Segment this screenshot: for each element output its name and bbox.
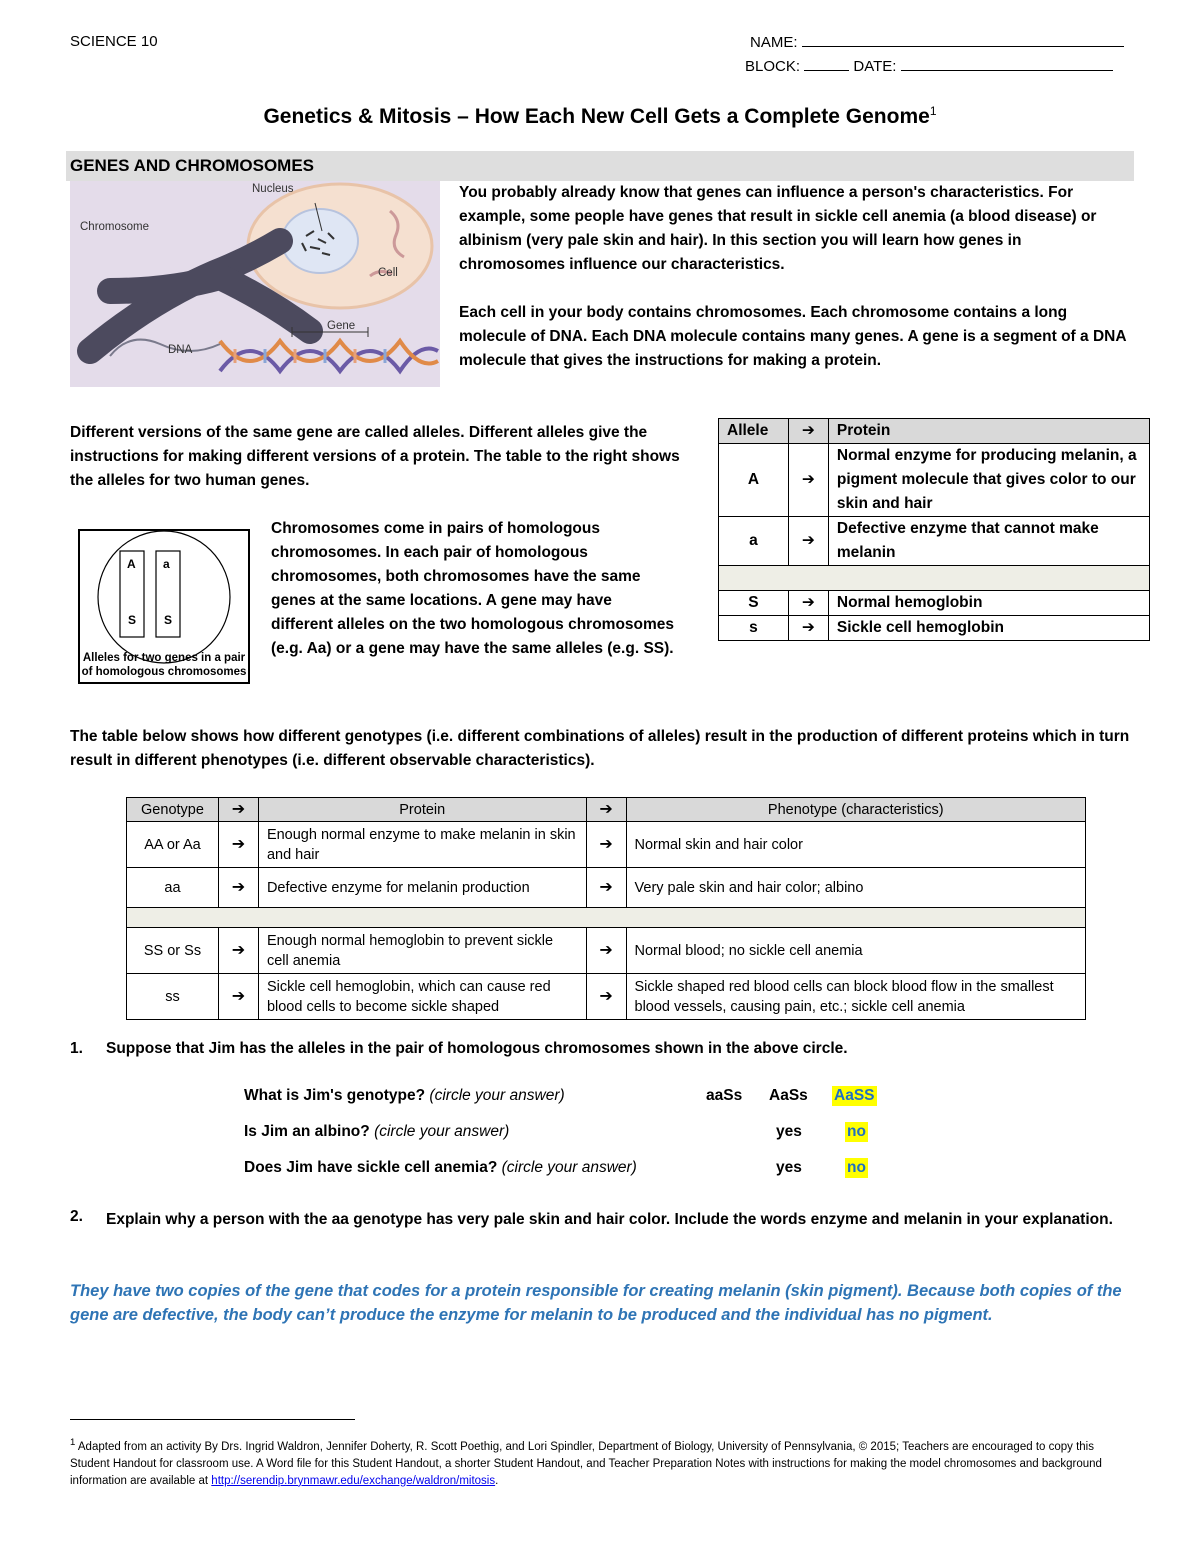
genotype-cell: SS or Ss [127, 928, 219, 974]
chromosome-illustration [70, 181, 440, 387]
genotype-cell: aa [127, 868, 219, 908]
protein-cell: Enough normal hemoglobin to prevent sickle cell anemia [258, 928, 586, 974]
circle-caption: Alleles for two genes in a pair of homologous chromosomes [81, 652, 247, 678]
table-row [719, 517, 1150, 566]
allele-cell: s [719, 616, 789, 641]
header-arrow: ➔ [788, 419, 828, 444]
allele-cell: A [719, 444, 789, 517]
date-blank[interactable] [901, 57, 1113, 71]
option-yes[interactable]: yes [776, 1159, 802, 1176]
protein-cell: Normal hemoglobin [828, 591, 1149, 616]
title-footnote-mark: 1 [929, 104, 937, 118]
allele-table-header [719, 419, 1150, 444]
phenotype-cell: Normal blood; no sickle cell anemia [626, 928, 1085, 974]
page-title [0, 104, 1200, 129]
q1-prompt-anemia: Does Jim have sickle cell anemia? [244, 1159, 498, 1176]
table-row [719, 444, 1150, 517]
header-protein: Protein [258, 798, 586, 822]
allele-cell: S [719, 591, 789, 616]
arrow-cell: ➔ [586, 928, 626, 974]
option-AaSs[interactable]: AaSs [769, 1087, 808, 1104]
allele-right-bottom: S [164, 613, 173, 627]
intro-paragraph-2: Each cell in your body contains chromosomes. Each chromosome contains a long molecule of DNA. Each DNA molecule contains many genes. A gene is a segment of a DNA molecule that gives the instructions for making a protein. [459, 304, 1126, 369]
chromosome-label: Chromosome [80, 221, 150, 233]
footnote-end: . [495, 1474, 499, 1487]
table-row [127, 868, 1086, 908]
option-no-selected[interactable]: no [847, 1123, 866, 1140]
protein-cell: Normal enzyme for producing melanin, a pigment molecule that gives color to our skin and hair [828, 444, 1149, 517]
footnote [70, 1434, 1135, 1490]
arrow-cell: ➔ [586, 868, 626, 908]
q1-prompt-albino: Is Jim an albino? [244, 1123, 370, 1140]
homologous-paragraph: Chromosomes come in pairs of homologous chromosomes. In each pair of homologous chromosomes, both chromosomes have the same genes at the same locations. A gene may have different alleles on the two homologous chromosomes (e.g. Aa) or a gene may have the same alleles (e.g. SS). [271, 520, 675, 657]
header-arrow-1: ➔ [218, 798, 258, 822]
header-genotype: Genotype [127, 798, 219, 822]
q1-albino-row [244, 1123, 894, 1147]
allele-table [718, 418, 1150, 641]
q1-hint-albino: (circle your answer) [374, 1123, 510, 1140]
arrow-cell: ➔ [788, 517, 828, 566]
block-date-field[interactable] [745, 57, 1135, 75]
question-2-number: 2. [70, 1208, 83, 1225]
table-separator [127, 908, 1086, 928]
phenotype-cell: Sickle shaped red blood cells can block blood flow in the smallest blood vessels, causing pain, etc.; sickle cell anemia [626, 974, 1085, 1020]
arrow-cell: ➔ [218, 868, 258, 908]
header-arrow-2: ➔ [586, 798, 626, 822]
q1-genotype-row [244, 1087, 894, 1111]
genotype-cell: AA or Aa [127, 822, 219, 868]
arrow-cell: ➔ [218, 928, 258, 974]
section-heading: GENES AND CHROMOSOMES [66, 151, 1134, 181]
genotype-table-header [127, 798, 1086, 822]
arrow-cell: ➔ [586, 974, 626, 1020]
title-text: Genetics & Mitosis – How Each New Cell Gets a Complete Genome [263, 105, 930, 128]
header-phenotype: Phenotype (characteristics) [626, 798, 1085, 822]
arrow-cell: ➔ [218, 974, 258, 1020]
genotype-intro-paragraph: The table below shows how different genotypes (i.e. different combinations of alleles) result in the production of different proteins which in turn result in different phenotypes (i.e. different observable characteristics). [70, 728, 1130, 769]
question-1-text: Suppose that Jim has the alleles in the pair of homologous chromosomes shown in the above circle. [106, 1040, 848, 1057]
option-AaSS-selected[interactable]: AaSS [834, 1087, 875, 1104]
block-blank[interactable] [804, 57, 849, 71]
q1-hint-anemia: (circle your answer) [501, 1159, 637, 1176]
genotype-cell: ss [127, 974, 219, 1020]
option-no-selected[interactable]: no [847, 1159, 866, 1176]
phenotype-cell: Very pale skin and hair color; albino [626, 868, 1085, 908]
table-row [127, 974, 1086, 1020]
q1-hint-genotype: (circle your answer) [429, 1087, 565, 1104]
table-row [127, 822, 1086, 868]
question-2-text: Explain why a person with the aa genotype has very pale skin and hair color. Include the words enzyme and melanin in your explanation. [106, 1211, 1113, 1228]
name-blank[interactable] [802, 33, 1124, 47]
q1-prompt-genotype: What is Jim's genotype? [244, 1087, 426, 1104]
nucleus-label: Nucleus [252, 183, 294, 195]
protein-cell: Defective enzyme for melanin production [258, 868, 586, 908]
alleles-paragraph: Different versions of the same gene are called alleles. Different alleles give the instructions for making different versions of a protein. The table to the right shows the alleles for two human genes. [70, 424, 680, 489]
protein-cell: Defective enzyme that cannot make melanin [828, 517, 1149, 566]
arrow-cell: ➔ [586, 822, 626, 868]
header-allele: Allele [719, 419, 789, 444]
allele-left-top: A [127, 557, 136, 571]
gene-label: Gene [327, 320, 356, 332]
question-1-number: 1. [70, 1040, 83, 1057]
homologous-circle-diagram [78, 529, 250, 684]
protein-cell: Sickle cell hemoglobin [828, 616, 1149, 641]
arrow-cell: ➔ [788, 444, 828, 517]
table-row [127, 928, 1086, 974]
footnote-text: Adapted from an activity By Drs. Ingrid Waldron, Jennifer Doherty, R. Scott Poethig, and Lori Spindler, Department of Biology, University of Pennsylvania, © 2015; Teachers are encouraged to copy this Student Handout for classroom use. A Word file for this Student Handout, a shorter Student Handout, and Teacher Preparation Notes with instructions for making the model chromosomes and background information are available at [70, 1440, 1102, 1487]
arrow-cell: ➔ [788, 616, 828, 641]
cell-label: Cell [378, 267, 398, 279]
dna-label: DNA [168, 344, 193, 356]
table-row [719, 616, 1150, 641]
option-aaSs[interactable]: aaSs [706, 1087, 743, 1104]
date-label: DATE: [853, 58, 897, 75]
course-label: SCIENCE 10 [70, 33, 158, 50]
phenotype-cell: Normal skin and hair color [626, 822, 1085, 868]
option-yes[interactable]: yes [776, 1123, 802, 1140]
arrow-cell: ➔ [788, 591, 828, 616]
genotype-table [126, 797, 1086, 1020]
table-separator [719, 566, 1150, 591]
footnote-divider [70, 1419, 355, 1420]
allele-cell: a [719, 517, 789, 566]
protein-cell: Sickle cell hemoglobin, which can cause red blood cells to become sickle shaped [258, 974, 586, 1020]
q1-anemia-row [244, 1159, 894, 1183]
block-label: BLOCK: [745, 58, 801, 75]
arrow-cell: ➔ [218, 822, 258, 868]
table-row [719, 591, 1150, 616]
allele-left-bottom: S [128, 613, 137, 627]
footnote-link[interactable]: http://serendip.brynmawr.edu/exchange/waldron/mitosis [211, 1474, 496, 1487]
name-field[interactable] [750, 33, 1135, 51]
name-label: NAME: [750, 34, 798, 51]
allele-right-top: a [163, 557, 170, 571]
header-protein: Protein [828, 419, 1149, 444]
footnote-mark: 1 [70, 1437, 76, 1448]
question-2-answer[interactable]: They have two copies of the gene that codes for a protein responsible for creating melanin (skin pigment). Because both copies of the gene are defective, the body can’t produce the enzyme for melanin to be produced and the individual has no pigment. [70, 1282, 1122, 1324]
intro-paragraph-1: You probably already know that genes can influence a person's characteristics. For example, some people have genes that result in sickle cell anemia (a blood disease) or albinism (very pale skin and hair). In this section you will learn how genes in chromosomes influence our characteristics. [459, 184, 1097, 273]
protein-cell: Enough normal enzyme to make melanin in skin and hair [258, 822, 586, 868]
